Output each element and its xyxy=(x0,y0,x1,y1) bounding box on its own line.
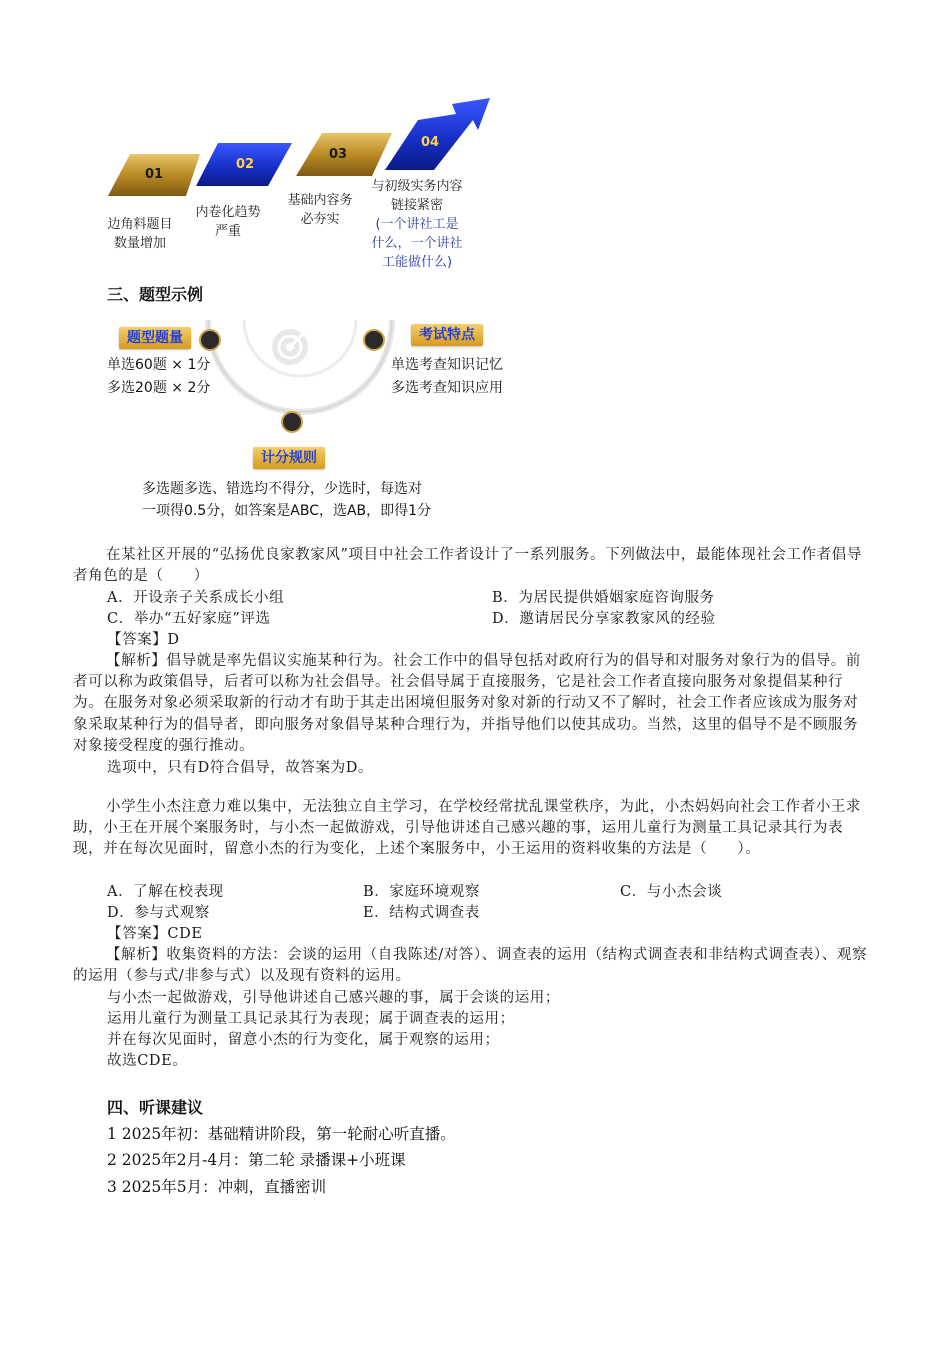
rule-dot-icon xyxy=(281,411,303,433)
exam-feature-text: 单选考查知识记忆 多选考查知识应用 xyxy=(391,357,503,396)
step-04-number: 04 xyxy=(421,135,440,150)
q2-option-a: A．了解在校表现 xyxy=(107,884,224,900)
count-dot-icon xyxy=(199,329,221,351)
feature-dot-icon xyxy=(363,329,385,351)
q1-option-b: B．为居民提供婚姻家庭咨询服务 xyxy=(492,590,715,606)
q1-option-c: C．举办“五好家庭”评选 xyxy=(107,611,271,627)
section-3-title: 三、题型示例 xyxy=(107,285,204,304)
question-count-text: 单选60题 × 1分 多选20题 × 2分 xyxy=(107,357,211,396)
q1-conclusion: 选项中，只有D符合倡导，故答案为D。 xyxy=(107,760,374,776)
q2-option-d: D．参与式观察 xyxy=(107,905,210,921)
q2-option-c: C．与小杰会谈 xyxy=(620,884,723,900)
step-04-arrow xyxy=(385,98,490,170)
badge-exam-feature: 考试特点 xyxy=(411,324,483,346)
step-03-number: 03 xyxy=(329,147,348,162)
q1-stem: 在某社区开展的“弘扬优良家教家风”项目中社会工作者设计了一系列服务。下列做法中，最能体现社会工作者倡导者角色的是（ ） xyxy=(73,547,862,585)
q2-conclusion: 故选CDE。 xyxy=(107,1053,188,1069)
q1-analysis: 【解析】倡导就是率先倡议实施某种行为。社会工作中的倡导包括对政府行为的倡导和对服务对象行为的倡导。前者可以称为政策倡导，后者可以称为社会倡导。社会倡导属于直接服务，它是社会工作者直接向服务对象提倡某种行为。在服务对象必须采取新的行动才有助于其走出困境但服务对象对新的行动又不了解时，社会工作者应该成为服务对象采取某种行为的倡导者，即向服务对象倡导某种合理行为，并指导他们以使其成功。当然，这里的倡导不是不顾服务对象接受程度的强行推动。 xyxy=(73,653,862,754)
step-01-label: 边角料题目 数量增加 xyxy=(107,217,173,251)
q2-point-2: 运用儿童行为测量工具记录其行为表现；属于调查表的运用； xyxy=(107,1011,515,1027)
suggestion-1: 1 2025年初：基础精讲阶段，第一轮耐心听直播。 xyxy=(107,1125,456,1143)
step-04-label: 与初级实务内容 链接紧密 (一个讲社工是 什么，一个讲社 工能做什么) xyxy=(371,179,463,270)
badge-scoring-rule: 计分规则 xyxy=(253,447,325,469)
step-03-label: 基础内容务 必夯实 xyxy=(287,193,353,227)
q2-option-e: E．结构式调查表 xyxy=(363,905,480,921)
section-4-title: 四、听课建议 xyxy=(107,1098,204,1117)
q2-point-3: 并在每次见面时，留意小杰的行为变化，属于观察的运用； xyxy=(107,1032,500,1048)
step-02-label: 内卷化趋势 严重 xyxy=(195,205,261,239)
scoring-rule-text: 多选题多选、错选均不得分，少选时，每选对 一项得0.5分，如答案是ABC，选AB，即得1分 xyxy=(142,481,432,519)
q2-point-1: 与小杰一起做游戏，引导他讲述自己感兴趣的事，属于会谈的运用； xyxy=(107,990,560,1006)
q2-analysis: 【解析】收集资料的方法：会谈的运用（自我陈述/对答）、调查表的运用（结构式调查表和非结构式调查表）、观察的运用（参与式/非参与式）以及现有资料的运用。 xyxy=(73,947,868,985)
q1-answer: 【答案】D xyxy=(107,632,180,648)
q1-option-d: D．邀请居民分享家教家风的经验 xyxy=(492,611,716,627)
q2-stem: 小学生小杰注意力难以集中，无法独立自主学习，在学校经常扰乱课堂秩序，为此，小杰妈妈向社会工作者小王求助，小王在开展个案服务时，与小杰一起做游戏，引导他讲述自己感兴趣的事，运用儿童行为测量工具记录其行为表现，并在每次见面时，留意小杰的行为变化，上述个案服务中，小王运用的资料收集的方法是（ ）。 xyxy=(73,799,861,858)
step-02-number: 02 xyxy=(236,157,255,172)
q1-option-a: A．开设亲子关系成长小组 xyxy=(107,590,285,606)
q2-option-b: B．家庭环境观察 xyxy=(363,884,480,900)
step-01-number: 01 xyxy=(145,167,164,182)
suggestion-2: 2 2025年2月-4月：第二轮 录播课+小班课 xyxy=(107,1151,406,1169)
q2-answer: 【答案】CDE xyxy=(107,926,203,942)
exam-info-arc xyxy=(200,300,400,430)
badge-question-count: 题型题量 xyxy=(119,327,191,349)
suggestion-3: 3 2025年5月：冲刺，直播密训 xyxy=(107,1178,327,1196)
